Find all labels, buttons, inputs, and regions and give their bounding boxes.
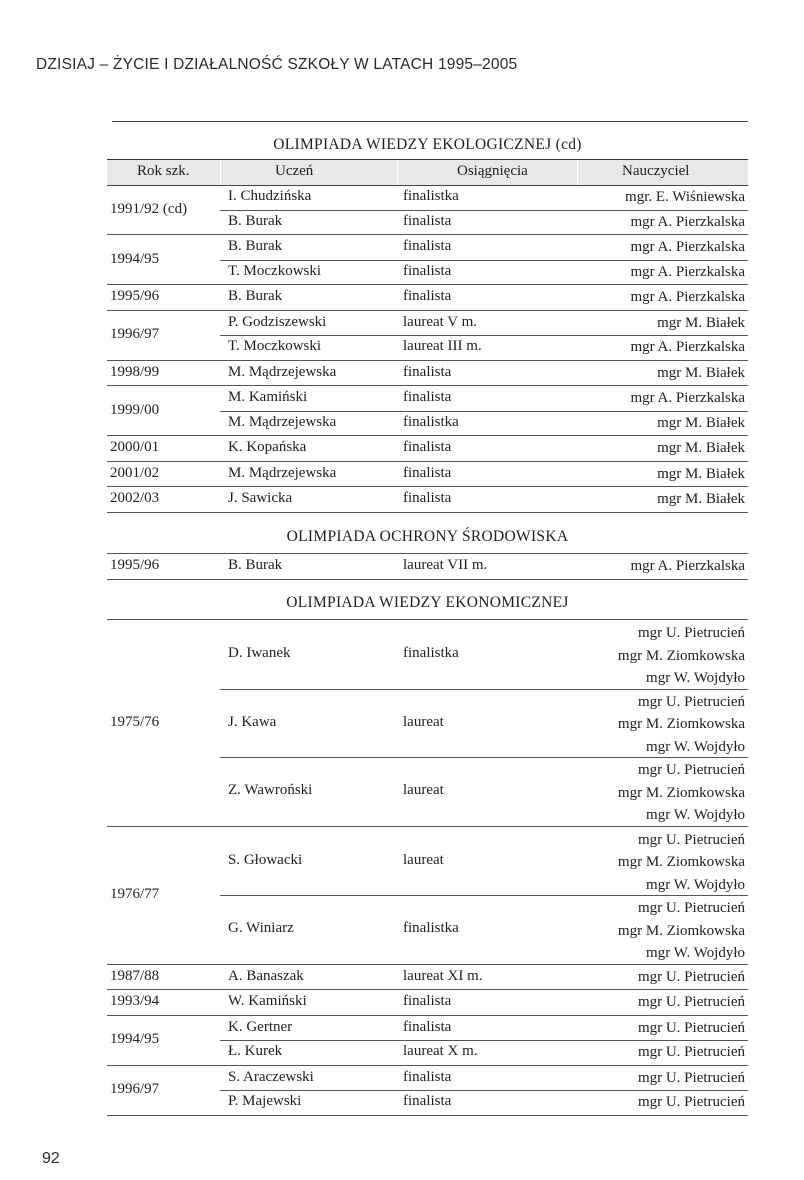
teacher-name: mgr M. Białek <box>657 491 745 508</box>
section-title: OLIMPIADA OCHRONY ŚRODOWISKA <box>286 528 569 545</box>
achievement: finalistka <box>403 413 459 430</box>
top-rule <box>112 121 748 122</box>
achievement: laureat X m. <box>403 1043 478 1060</box>
school-year: 1994/95 <box>110 250 160 267</box>
student-name: P. Majewski <box>228 1093 302 1110</box>
achievement: finalistka <box>403 188 459 205</box>
school-year: 1998/99 <box>110 363 160 380</box>
teacher-name: mgr U. Pietrucień <box>637 900 745 916</box>
group-divider <box>107 284 748 285</box>
achievement: laureat <box>403 782 444 799</box>
achievement: finalista <box>403 262 452 279</box>
teacher-name: mgr W. Wojdyło <box>646 945 745 961</box>
achievement: finalistka <box>403 645 459 662</box>
teacher-name: mgr M. Białek <box>657 364 745 381</box>
group-divider <box>107 512 748 513</box>
inner-row-divider <box>220 757 748 758</box>
student-name: P. Godziszewski <box>228 313 327 330</box>
school-year: 1995/96 <box>110 557 160 574</box>
school-year: 1975/76 <box>110 713 160 730</box>
teacher-name: mgr A. Pierzkalska <box>630 239 745 256</box>
group-divider <box>107 385 748 386</box>
column-header: Rok szk. <box>137 163 190 179</box>
student-name: J. Kawa <box>228 713 277 730</box>
student-name: W. Kamiński <box>228 993 307 1010</box>
student-name: A. Banaszak <box>228 967 304 984</box>
school-year: 2000/01 <box>110 439 160 456</box>
column-header: Uczeń <box>275 163 314 179</box>
teacher-name: mgr W. Wojdyło <box>646 670 745 686</box>
student-name: K. Kopańska <box>228 439 307 456</box>
teacher-name: mgr W. Wojdyło <box>646 738 745 755</box>
group-divider <box>107 1115 748 1116</box>
school-year: 1993/94 <box>110 993 160 1010</box>
page-number: 92 <box>42 1150 60 1167</box>
teacher-name: mgr U. Pietrucień <box>637 1094 745 1111</box>
student-name: G. Winiarz <box>228 920 294 937</box>
teacher-name: mgr M. Ziomkowska <box>617 854 745 870</box>
teacher-name: mgr M. Ziomkowska <box>617 784 745 801</box>
teacher-name: mgr A. Pierzkalska <box>630 213 745 230</box>
student-name: K. Gertner <box>228 1018 293 1035</box>
running-head: DZISIAJ – ŻYCIE I DZIAŁALNOŚĆ SZKOŁY W LATACH 1995–2005 <box>36 56 518 73</box>
teacher-name: mgr U. Pietrucień <box>637 1019 745 1036</box>
achievement: finalista <box>403 439 452 456</box>
achievement: finalista <box>403 238 452 255</box>
teacher-name: mgr U. Pietrucień <box>637 693 745 710</box>
section-title: OLIMPIADA WIEDZY EKOLOGICZNEJ (cd) <box>273 136 582 153</box>
achievement: laureat VII m. <box>403 557 488 574</box>
school-year: 2001/02 <box>110 464 160 481</box>
teacher-name: mgr M. Ziomkowska <box>617 647 745 664</box>
school-year: 1994/95 <box>110 1031 160 1047</box>
header-separator <box>397 160 398 185</box>
inner-row-divider <box>220 689 748 690</box>
teacher-name: mgr U. Pietrucień <box>637 994 745 1011</box>
group-divider <box>107 826 748 827</box>
teacher-name: mgr U. Pietrucień <box>637 1069 745 1086</box>
teacher-name: mgr M. Białek <box>657 465 745 482</box>
group-divider <box>107 579 748 580</box>
group-divider <box>107 964 748 965</box>
student-name: M. Mądrzejewska <box>228 363 337 380</box>
teacher-list <box>618 897 745 965</box>
header-separator <box>220 160 221 185</box>
student-name: M. Mądrzejewska <box>228 464 337 481</box>
achievement: laureat V m. <box>403 313 478 330</box>
teacher-name: mgr W. Wojdyło <box>646 807 745 823</box>
student-name: T. Moczkowski <box>228 262 322 279</box>
group-divider <box>107 461 748 462</box>
student-name: S. Głowacki <box>228 851 303 868</box>
group-divider <box>107 234 748 235</box>
teacher-name: mgr W. Wojdyło <box>646 876 745 893</box>
teacher-name: mgr M. Ziomkowska <box>617 922 745 939</box>
section-top-rule <box>107 553 748 554</box>
student-name: D. Iwanek <box>228 645 291 662</box>
teacher-name: mgr A. Pierzkalska <box>630 390 745 407</box>
achievement: finalista <box>403 993 452 1010</box>
achievement: laureat <box>403 851 444 868</box>
teacher-name: mgr A. Pierzkalska <box>630 558 745 575</box>
teacher-name: mgr M. Białek <box>657 440 745 457</box>
school-year: 1999/00 <box>110 401 160 418</box>
achievement: laureat III m. <box>403 338 482 355</box>
school-year: 1995/96 <box>110 288 160 305</box>
achievement: finalistka <box>403 920 459 937</box>
student-name: J. Sawicka <box>228 490 293 507</box>
student-name: I. Chudzińska <box>228 188 312 205</box>
student-name: T. Moczkowski <box>228 338 322 355</box>
teacher-name: mgr A. Pierzkalska <box>630 339 745 356</box>
inner-row-divider <box>220 1040 748 1041</box>
school-year: 1987/88 <box>110 967 160 984</box>
achievement: finalista <box>403 1018 452 1035</box>
achievement: finalista <box>403 212 452 229</box>
student-name: B. Burak <box>228 557 283 574</box>
school-year: 1976/77 <box>110 886 160 902</box>
teacher-list <box>618 759 745 827</box>
teacher-name: mgr U. Pietrucień <box>637 831 745 848</box>
teacher-name: mgr A. Pierzkalska <box>630 289 745 306</box>
column-header-row <box>107 159 748 186</box>
group-divider <box>107 1015 748 1016</box>
student-name: B. Burak <box>228 238 283 255</box>
section-title: OLIMPIADA WIEDZY EKONOMICZNEJ <box>286 594 569 611</box>
group-divider <box>107 360 748 361</box>
achievement: finalista <box>403 1068 452 1085</box>
teacher-list <box>618 829 745 897</box>
student-name: S. Araczewski <box>228 1068 314 1085</box>
group-divider <box>107 1065 748 1066</box>
inner-row-divider <box>220 210 748 211</box>
teacher-list <box>618 691 745 759</box>
achievement: finalista <box>403 363 452 380</box>
teacher-name: mgr M. Ziomkowska <box>617 716 745 732</box>
teacher-name: mgr. E. Wiśniewska <box>625 189 745 206</box>
inner-row-divider <box>220 895 748 896</box>
teacher-name: mgr U. Pietrucień <box>637 625 745 641</box>
achievement: finalista <box>403 464 452 481</box>
school-year: 2002/03 <box>110 490 160 507</box>
achievement: finalista <box>403 1093 452 1110</box>
achievement: finalista <box>403 288 452 305</box>
group-divider <box>107 486 748 487</box>
group-divider <box>107 435 748 436</box>
student-name: Ł. Kurek <box>228 1043 283 1060</box>
teacher-list <box>618 622 745 690</box>
section-top-rule <box>107 619 748 620</box>
student-name: M. Kamiński <box>228 389 308 406</box>
school-year: 1996/97 <box>110 326 160 342</box>
column-header: Osiągnięcia <box>457 163 528 179</box>
achievement: finalista <box>403 389 452 406</box>
teacher-name: mgr A. Pierzkalska <box>630 263 745 280</box>
teacher-name: mgr M. Białek <box>657 314 745 331</box>
teacher-name: mgr U. Pietrucień <box>637 1044 745 1061</box>
group-divider <box>107 310 748 311</box>
teacher-name: mgr M. Białek <box>657 414 745 431</box>
achievement: laureat <box>403 713 444 730</box>
achievement: finalista <box>403 490 452 507</box>
header-separator <box>577 160 578 185</box>
student-name: Z. Wawroński <box>228 782 313 799</box>
achievement: laureat XI m. <box>403 967 483 984</box>
student-name: B. Burak <box>228 288 283 305</box>
school-year: 1996/97 <box>110 1081 160 1097</box>
column-header: Nauczyciel <box>622 163 690 179</box>
group-divider <box>107 989 748 990</box>
school-year: 1991/92 (cd) <box>110 200 188 217</box>
teacher-name: mgr U. Pietrucień <box>637 968 745 985</box>
student-name: M. Mądrzejewska <box>228 413 337 430</box>
teacher-name: mgr U. Pietrucień <box>637 762 745 778</box>
student-name: B. Burak <box>228 212 283 229</box>
